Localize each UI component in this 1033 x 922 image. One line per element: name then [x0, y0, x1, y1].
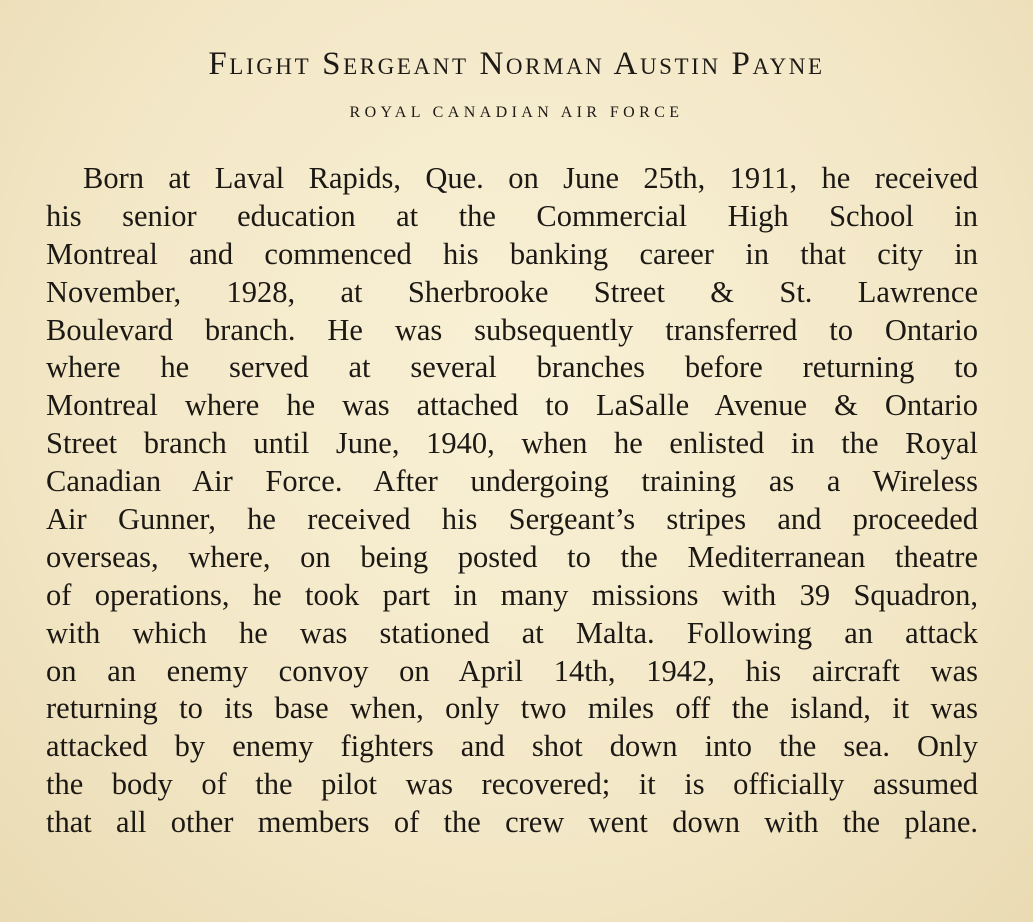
text-line: on an enemy convoy on April 14th, 1942, his aircraft was [46, 653, 978, 688]
page-title: Flight Sergeant Norman Austin Payne [208, 46, 825, 82]
text-line: November, 1928, at Sherbrooke Street & St. Lawrence [46, 274, 978, 309]
text-line: overseas, where, on being posted to the Mediterranean theatre [46, 539, 978, 574]
text-line: of operations, he took part in many missions with 39 Squadron, [46, 577, 978, 612]
text-line: attacked by enemy fighters and shot down into the sea. Only [46, 729, 978, 764]
text-line: his senior education at the Commercial High School in [46, 198, 978, 233]
text-line: Montreal and commenced his banking career in that city in [46, 236, 978, 271]
text-line: the body of the pilot was recovered; it is officially assumed [46, 767, 978, 802]
text-line: Air Gunner, he received his Sergeant’s stripes and proceeded [46, 502, 978, 537]
text-line: returning to its base when, only two miles off the island, it was [46, 691, 978, 726]
body-paragraph [46, 160, 978, 842]
text-line: Born at Laval Rapids, Que. on June 25th, 1911, he received [83, 161, 978, 195]
text-line: where he served at several branches before returning to [46, 350, 978, 385]
page-subtitle: ROYAL CANADIAN AIR FORCE [349, 104, 684, 121]
text-line: with which he was stationed at Malta. Following an attack [46, 615, 978, 650]
text-line: Boulevard branch. He was subsequently transferred to Ontario [46, 312, 978, 347]
text-line: Montreal where he was attached to LaSalle Avenue & Ontario [46, 388, 978, 423]
text-line: that all other members of the crew went down with the plane. [46, 805, 978, 840]
text-line: Street branch until June, 1940, when he enlisted in the Royal [46, 426, 978, 461]
text-line: Canadian Air Force. After undergoing training as a Wireless [46, 464, 978, 499]
